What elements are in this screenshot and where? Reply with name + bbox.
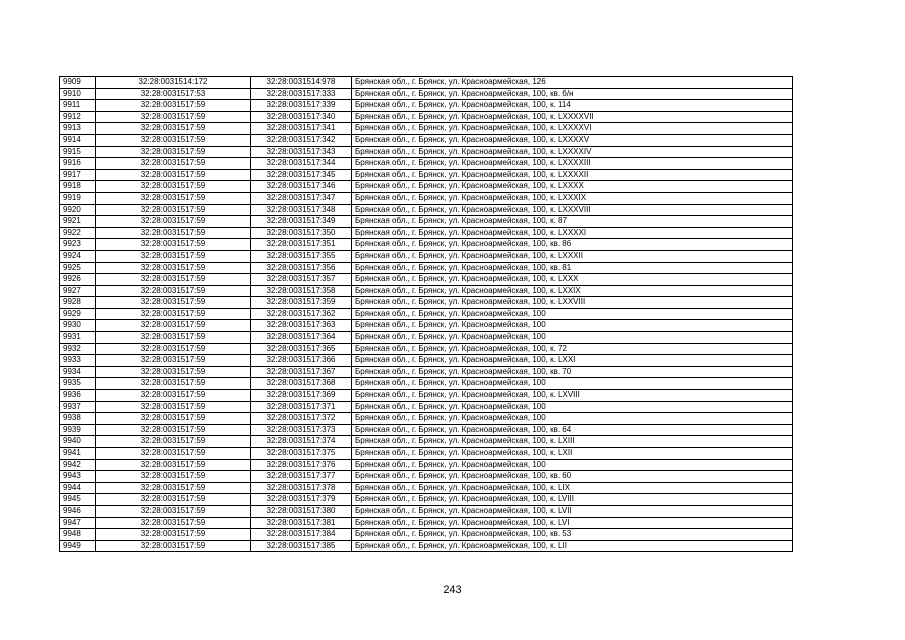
parcel-cadastral-cell: 32:28:0031517:59 (96, 239, 251, 251)
table-row (60, 436, 793, 448)
row-number-cell: 9934 (60, 366, 96, 378)
parcel-cadastral-cell: 32:28:0031517:59 (96, 471, 251, 483)
building-cadastral-cell: 32:28:0031517:346 (251, 181, 352, 193)
parcel-cadastral-cell: 32:28:0031517:59 (96, 227, 251, 239)
parcel-cadastral-cell: 32:28:0031517:59 (96, 297, 251, 309)
table-row (60, 482, 793, 494)
table-row (60, 77, 793, 89)
row-number-cell: 9917 (60, 169, 96, 181)
building-cadastral-cell: 32:28:0031517:379 (251, 494, 352, 506)
building-cadastral-cell: 32:28:0031517:367 (251, 366, 352, 378)
row-number-cell: 9944 (60, 482, 96, 494)
parcel-cadastral-cell: 32:28:0031517:59 (96, 343, 251, 355)
parcel-cadastral-cell: 32:28:0031517:59 (96, 262, 251, 274)
row-number-cell: 9948 (60, 529, 96, 541)
table-row (60, 227, 793, 239)
parcel-cadastral-cell: 32:28:0031517:59 (96, 390, 251, 402)
building-cadastral-cell: 32:28:0031517:366 (251, 355, 352, 367)
table-row (60, 262, 793, 274)
building-cadastral-cell: 32:28:0031517:371 (251, 401, 352, 413)
building-cadastral-cell: 32:28:0031517:374 (251, 436, 352, 448)
address-cell: Брянская обл., г. Брянск, ул. Красноармейская, 100 (352, 459, 793, 471)
building-cadastral-cell: 32:28:0031517:373 (251, 424, 352, 436)
parcel-cadastral-cell: 32:28:0031517:59 (96, 448, 251, 460)
table-body (60, 77, 793, 552)
address-cell: Брянская обл., г. Брянск, ул. Красноармейская, 100, к. LXXIX (352, 285, 793, 297)
row-number-cell: 9935 (60, 378, 96, 390)
table-row (60, 158, 793, 170)
row-number-cell: 9925 (60, 262, 96, 274)
parcel-cadastral-cell: 32:28:0031517:59 (96, 401, 251, 413)
row-number-cell: 9924 (60, 250, 96, 262)
row-number-cell: 9932 (60, 343, 96, 355)
parcel-cadastral-cell: 32:28:0031517:59 (96, 320, 251, 332)
address-cell: Брянская обл., г. Брянск, ул. Красноармейская, 100, к. LXXXII (352, 250, 793, 262)
address-cell: Брянская обл., г. Брянск, ул. Красноармейская, 100, к. LVIII (352, 494, 793, 506)
parcel-cadastral-cell: 32:28:0031517:59 (96, 332, 251, 344)
table-row (60, 216, 793, 228)
row-number-cell: 9921 (60, 216, 96, 228)
table-row (60, 401, 793, 413)
row-number-cell: 9937 (60, 401, 96, 413)
address-cell: Брянская обл., г. Брянск, ул. Красноармейская, 100, к. LXII (352, 448, 793, 460)
row-number-cell: 9938 (60, 413, 96, 425)
row-number-cell: 9939 (60, 424, 96, 436)
row-number-cell: 9946 (60, 505, 96, 517)
address-cell: Брянская обл., г. Брянск, ул. Красноармейская, 100, кв. 64 (352, 424, 793, 436)
building-cadastral-cell: 32:28:0031517:380 (251, 505, 352, 517)
row-number-cell: 9916 (60, 158, 96, 170)
table-row (60, 390, 793, 402)
address-cell: Брянская обл., г. Брянск, ул. Красноармейская, 126 (352, 77, 793, 89)
parcel-cadastral-cell: 32:28:0031517:59 (96, 250, 251, 262)
parcel-cadastral-cell: 32:28:0031517:59 (96, 274, 251, 286)
building-cadastral-cell: 32:28:0031517:372 (251, 413, 352, 425)
table-row (60, 540, 793, 552)
address-cell: Брянская обл., г. Брянск, ул. Красноармейская, 100, к. LVII (352, 505, 793, 517)
building-cadastral-cell: 32:28:0031517:357 (251, 274, 352, 286)
parcel-cadastral-cell: 32:28:0031517:59 (96, 355, 251, 367)
row-number-cell: 9913 (60, 123, 96, 135)
address-cell: Брянская обл., г. Брянск, ул. Красноармейская, 100, кв. б/н (352, 88, 793, 100)
address-cell: Брянская обл., г. Брянск, ул. Красноармейская, 100, к. LXVIII (352, 390, 793, 402)
address-cell: Брянская обл., г. Брянск, ул. Красноармейская, 100, к. LXXXXIV (352, 146, 793, 158)
parcel-cadastral-cell: 32:28:0031517:59 (96, 134, 251, 146)
address-cell: Брянская обл., г. Брянск, ул. Красноармейская, 100, к. 114 (352, 100, 793, 112)
table-row (60, 343, 793, 355)
table-row (60, 100, 793, 112)
row-number-cell: 9930 (60, 320, 96, 332)
parcel-cadastral-cell: 32:28:0031517:59 (96, 111, 251, 123)
address-cell: Брянская обл., г. Брянск, ул. Красноармейская, 100, к. LXXXXIII (352, 158, 793, 170)
building-cadastral-cell: 32:28:0031517:342 (251, 134, 352, 146)
table-row (60, 378, 793, 390)
parcel-cadastral-cell: 32:28:0031517:59 (96, 505, 251, 517)
table-row (60, 448, 793, 460)
address-cell: Брянская обл., г. Брянск, ул. Красноармейская, 100 (352, 308, 793, 320)
address-cell: Брянская обл., г. Брянск, ул. Красноармейская, 100, к. LII (352, 540, 793, 552)
address-cell: Брянская обл., г. Брянск, ул. Красноармейская, 100 (352, 332, 793, 344)
parcel-cadastral-cell: 32:28:0031517:59 (96, 424, 251, 436)
table-row (60, 320, 793, 332)
building-cadastral-cell: 32:28:0031517:356 (251, 262, 352, 274)
table-row (60, 285, 793, 297)
table-row (60, 517, 793, 529)
building-cadastral-cell: 32:28:0031517:351 (251, 239, 352, 251)
parcel-cadastral-cell: 32:28:0031517:59 (96, 529, 251, 541)
row-number-cell: 9936 (60, 390, 96, 402)
row-number-cell: 9941 (60, 448, 96, 460)
parcel-cadastral-cell: 32:28:0031517:59 (96, 482, 251, 494)
address-cell: Брянская обл., г. Брянск, ул. Красноармейская, 100, к. LIX (352, 482, 793, 494)
row-number-cell: 9927 (60, 285, 96, 297)
parcel-cadastral-cell: 32:28:0031517:59 (96, 436, 251, 448)
building-cadastral-cell: 32:28:0031517:375 (251, 448, 352, 460)
table-row (60, 459, 793, 471)
building-cadastral-cell: 32:28:0031517:339 (251, 100, 352, 112)
parcel-cadastral-cell: 32:28:0031517:59 (96, 540, 251, 552)
building-cadastral-cell: 32:28:0031517:333 (251, 88, 352, 100)
building-cadastral-cell: 32:28:0031517:362 (251, 308, 352, 320)
building-cadastral-cell: 32:28:0031517:376 (251, 459, 352, 471)
table-row (60, 274, 793, 286)
building-cadastral-cell: 32:28:0031517:359 (251, 297, 352, 309)
row-number-cell: 9943 (60, 471, 96, 483)
row-number-cell: 9928 (60, 297, 96, 309)
row-number-cell: 9912 (60, 111, 96, 123)
address-cell: Брянская обл., г. Брянск, ул. Красноармейская, 100, кв. 86 (352, 239, 793, 251)
parcel-cadastral-cell: 32:28:0031517:59 (96, 169, 251, 181)
building-cadastral-cell: 32:28:0031517:345 (251, 169, 352, 181)
row-number-cell: 9922 (60, 227, 96, 239)
parcel-cadastral-cell: 32:28:0031517:59 (96, 308, 251, 320)
row-number-cell: 9929 (60, 308, 96, 320)
parcel-cadastral-cell: 32:28:0031517:59 (96, 285, 251, 297)
parcel-cadastral-cell: 32:28:0031517:53 (96, 88, 251, 100)
building-cadastral-cell: 32:28:0031517:348 (251, 204, 352, 216)
table-row (60, 355, 793, 367)
row-number-cell: 9920 (60, 204, 96, 216)
address-cell: Брянская обл., г. Брянск, ул. Красноармейская, 100 (352, 320, 793, 332)
row-number-cell: 9945 (60, 494, 96, 506)
parcel-cadastral-cell: 32:28:0031517:59 (96, 181, 251, 193)
address-cell: Брянская обл., г. Брянск, ул. Красноармейская, 100, к. LXXXXII (352, 169, 793, 181)
row-number-cell: 9942 (60, 459, 96, 471)
row-number-cell: 9940 (60, 436, 96, 448)
parcel-cadastral-cell: 32:28:0031517:59 (96, 366, 251, 378)
building-cadastral-cell: 32:28:0031517:341 (251, 123, 352, 135)
table-row (60, 494, 793, 506)
building-cadastral-cell: 32:28:0031517:350 (251, 227, 352, 239)
address-cell: Брянская обл., г. Брянск, ул. Красноармейская, 100, кв. 60 (352, 471, 793, 483)
table-row (60, 308, 793, 320)
address-cell: Брянская обл., г. Брянск, ул. Красноармейская, 100 (352, 401, 793, 413)
table-row (60, 134, 793, 146)
address-cell: Брянская обл., г. Брянск, ул. Красноармейская, 100 (352, 413, 793, 425)
table-row (60, 88, 793, 100)
parcel-cadastral-cell: 32:28:0031517:59 (96, 216, 251, 228)
address-cell: Брянская обл., г. Брянск, ул. Красноармейская, 100, к. LVI (352, 517, 793, 529)
building-cadastral-cell: 32:28:0031517:355 (251, 250, 352, 262)
address-cell: Брянская обл., г. Брянск, ул. Красноармейская, 100, к. LXXXXVI (352, 123, 793, 135)
building-cadastral-cell: 32:28:0031517:365 (251, 343, 352, 355)
address-cell: Брянская обл., г. Брянск, ул. Красноармейская, 100, кв. 81 (352, 262, 793, 274)
building-cadastral-cell: 32:28:0031514:978 (251, 77, 352, 89)
building-cadastral-cell: 32:28:0031517:347 (251, 192, 352, 204)
address-cell: Брянская обл., г. Брянск, ул. Красноармейская, 100, к. 72 (352, 343, 793, 355)
parcel-cadastral-cell: 32:28:0031517:59 (96, 192, 251, 204)
table-row (60, 169, 793, 181)
parcel-cadastral-cell: 32:28:0031517:59 (96, 100, 251, 112)
building-cadastral-cell: 32:28:0031517:364 (251, 332, 352, 344)
building-cadastral-cell: 32:28:0031517:381 (251, 517, 352, 529)
building-cadastral-cell: 32:28:0031517:385 (251, 540, 352, 552)
address-cell: Брянская обл., г. Брянск, ул. Красноармейская, 100 (352, 378, 793, 390)
table-row (60, 529, 793, 541)
row-number-cell: 9919 (60, 192, 96, 204)
address-cell: Брянская обл., г. Брянск, ул. Красноармейская, 100, к. LXXXXV (352, 134, 793, 146)
table-row (60, 332, 793, 344)
parcel-cadastral-cell: 32:28:0031517:59 (96, 378, 251, 390)
table-row (60, 204, 793, 216)
address-cell: Брянская обл., г. Брянск, ул. Красноармейская, 100, к. 87 (352, 216, 793, 228)
parcel-cadastral-cell: 32:28:0031514:172 (96, 77, 251, 89)
row-number-cell: 9909 (60, 77, 96, 89)
address-cell: Брянская обл., г. Брянск, ул. Красноармейская, 100, к. LXXXX (352, 181, 793, 193)
building-cadastral-cell: 32:28:0031517:378 (251, 482, 352, 494)
row-number-cell: 9923 (60, 239, 96, 251)
building-cadastral-cell: 32:28:0031517:377 (251, 471, 352, 483)
table-row (60, 471, 793, 483)
row-number-cell: 9918 (60, 181, 96, 193)
table-row (60, 123, 793, 135)
building-cadastral-cell: 32:28:0031517:343 (251, 146, 352, 158)
address-cell: Брянская обл., г. Брянск, ул. Красноармейская, 100, к. LXXXXVII (352, 111, 793, 123)
building-cadastral-cell: 32:28:0031517:340 (251, 111, 352, 123)
parcel-cadastral-cell: 32:28:0031517:59 (96, 158, 251, 170)
address-cell: Брянская обл., г. Брянск, ул. Красноармейская, 100, кв. 70 (352, 366, 793, 378)
address-cell: Брянская обл., г. Брянск, ул. Красноармейская, 100, к. LXXXIX (352, 192, 793, 204)
row-number-cell: 9949 (60, 540, 96, 552)
address-cell: Брянская обл., г. Брянск, ул. Красноармейская, 100, к. LXXX (352, 274, 793, 286)
address-cell: Брянская обл., г. Брянск, ул. Красноармейская, 100, к. LXXXXI (352, 227, 793, 239)
parcel-cadastral-cell: 32:28:0031517:59 (96, 123, 251, 135)
row-number-cell: 9931 (60, 332, 96, 344)
table-row (60, 297, 793, 309)
building-cadastral-cell: 32:28:0031517:363 (251, 320, 352, 332)
cadastral-table (59, 76, 793, 552)
parcel-cadastral-cell: 32:28:0031517:59 (96, 204, 251, 216)
address-cell: Брянская обл., г. Брянск, ул. Красноармейская, 100, к. LXXI (352, 355, 793, 367)
row-number-cell: 9914 (60, 134, 96, 146)
row-number-cell: 9911 (60, 100, 96, 112)
building-cadastral-cell: 32:28:0031517:368 (251, 378, 352, 390)
row-number-cell: 9947 (60, 517, 96, 529)
table-row (60, 239, 793, 251)
table-row (60, 424, 793, 436)
row-number-cell: 9933 (60, 355, 96, 367)
row-number-cell: 9910 (60, 88, 96, 100)
parcel-cadastral-cell: 32:28:0031517:59 (96, 459, 251, 471)
building-cadastral-cell: 32:28:0031517:349 (251, 216, 352, 228)
building-cadastral-cell: 32:28:0031517:358 (251, 285, 352, 297)
table-row (60, 111, 793, 123)
parcel-cadastral-cell: 32:28:0031517:59 (96, 517, 251, 529)
row-number-cell: 9926 (60, 274, 96, 286)
building-cadastral-cell: 32:28:0031517:369 (251, 390, 352, 402)
table-row (60, 505, 793, 517)
parcel-cadastral-cell: 32:28:0031517:59 (96, 494, 251, 506)
address-cell: Брянская обл., г. Брянск, ул. Красноармейская, 100, к. LXXXVIII (352, 204, 793, 216)
parcel-cadastral-cell: 32:28:0031517:59 (96, 413, 251, 425)
table-row (60, 413, 793, 425)
table-row (60, 181, 793, 193)
table-row (60, 146, 793, 158)
table-row (60, 192, 793, 204)
address-cell: Брянская обл., г. Брянск, ул. Красноармейская, 100, кв. 53 (352, 529, 793, 541)
address-cell: Брянская обл., г. Брянск, ул. Красноармейская, 100, к. LXXVIII (352, 297, 793, 309)
building-cadastral-cell: 32:28:0031517:344 (251, 158, 352, 170)
page-number: 243 (443, 584, 462, 596)
row-number-cell: 9915 (60, 146, 96, 158)
table-row (60, 366, 793, 378)
table-row (60, 250, 793, 262)
address-cell: Брянская обл., г. Брянск, ул. Красноармейская, 100, к. LXIII (352, 436, 793, 448)
parcel-cadastral-cell: 32:28:0031517:59 (96, 146, 251, 158)
building-cadastral-cell: 32:28:0031517:384 (251, 529, 352, 541)
